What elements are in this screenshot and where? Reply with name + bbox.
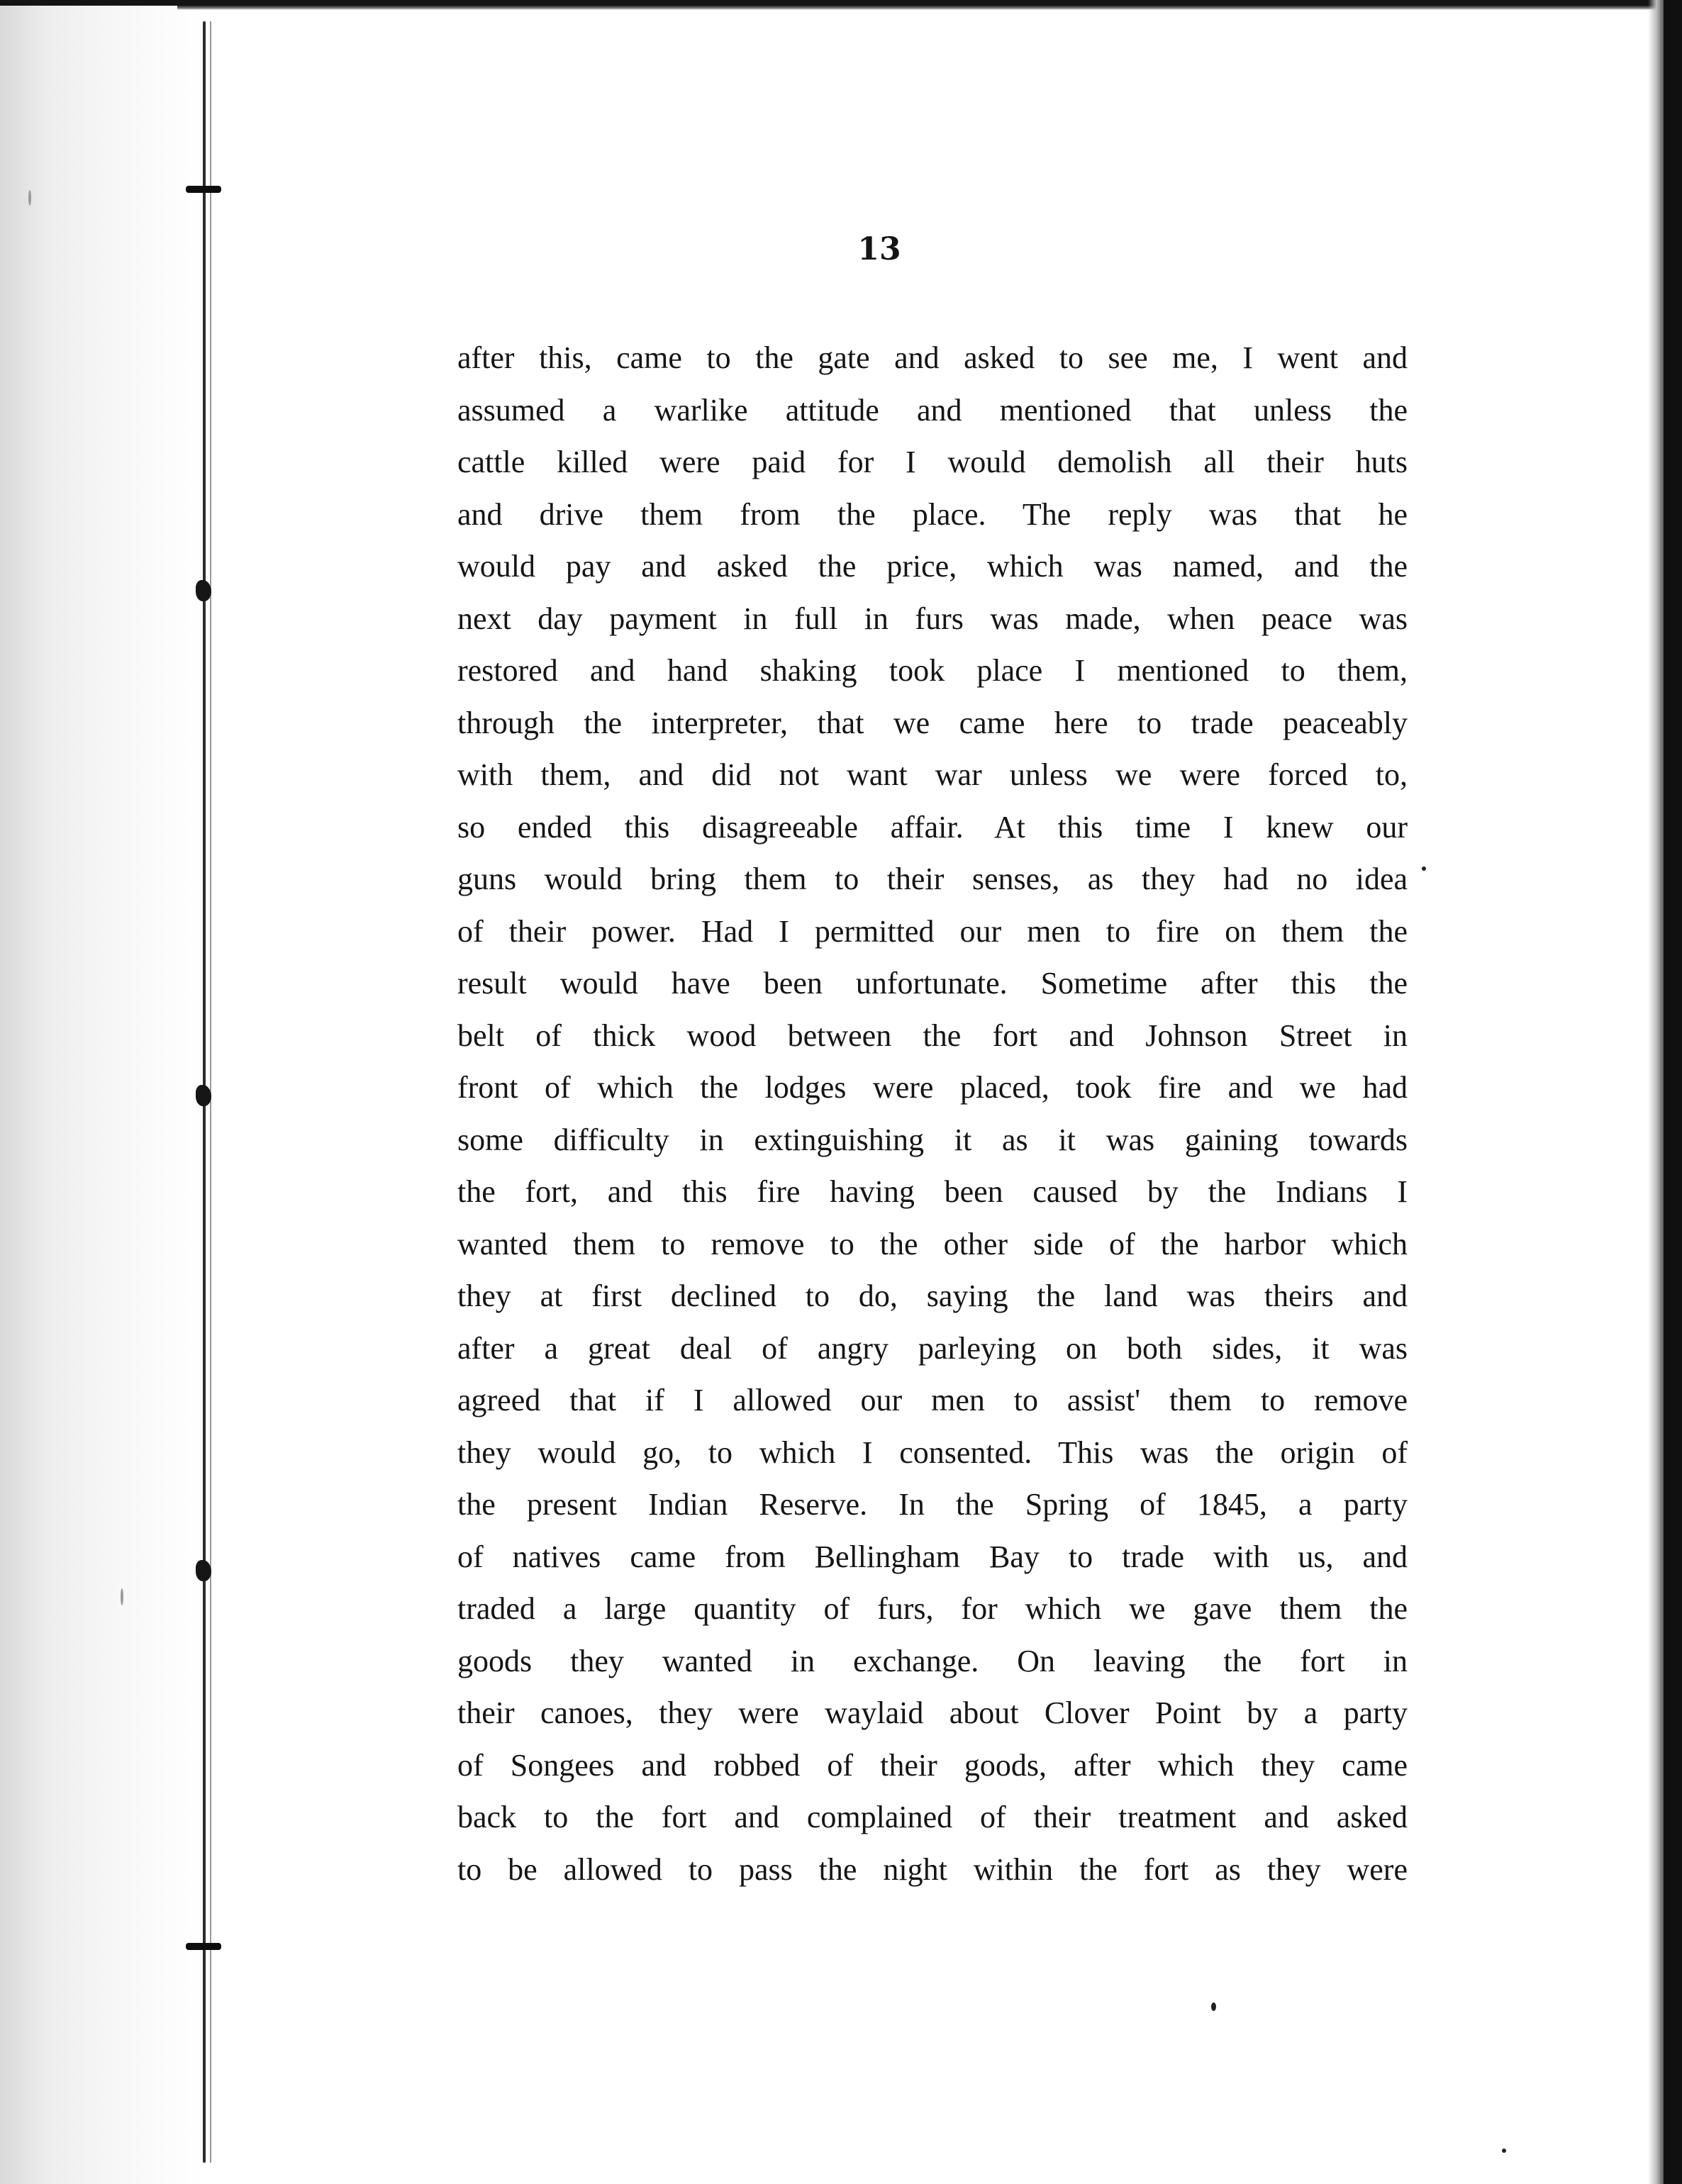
text-line: they at first declined to do, saying the land was theirs and [457,1278,1408,1313]
text-line: some difficulty in extinguishing it as it was gaining towards [457,1122,1408,1157]
scan-top-shadow [177,6,1682,10]
text-line: restored and hand shaking took place I mentioned to them, [457,653,1408,688]
text-line: next day payment in full in furs was made, when peace was [457,601,1408,636]
ink-speck [28,190,31,206]
text-line: so ended this disagreeable affair. At this time I knew our [457,809,1408,845]
text-line: wanted them to remove to the other side of the harbor which [457,1226,1408,1261]
text-line: with them, and did not want war unless we were forced to, [457,757,1408,792]
text-line: after this, came to the gate and asked to see me, I went and [457,340,1408,375]
text-line: of Songees and robbed of their goods, after which they came [457,1747,1408,1783]
binding-stitch [186,1943,221,1950]
ink-speck [1422,867,1426,871]
text-line: belt of thick wood between the fort and Johnson Street in [457,1018,1408,1053]
text-line: the fort, and this fire having been caused by the Indians I [457,1174,1408,1209]
text-line: through the interpreter, that we came here to trade peaceably [457,705,1408,740]
text-line: after a great deal of angry parleying on both sides, it was [457,1330,1408,1366]
binding-stitch [186,186,221,193]
text-line: agreed that if I allowed our men to assist' them to remove [457,1383,1408,1417]
text-line: back to the fort and complained of their treatment and asked [457,1800,1408,1834]
text-line: would pay and asked the price, which was named, and the [457,549,1408,584]
text-line: traded a large quantity of furs, for which we gave them the [457,1591,1408,1626]
text-line: and drive them from the place. The reply was that he [457,496,1408,532]
text-line: the present Indian Reserve. In the Spring of 1845, a party [457,1487,1408,1522]
text-line: goods they wanted in exchange. On leaving the fort in [457,1643,1408,1678]
binding-shadow [0,0,206,2184]
scan-right-shadow [1648,0,1664,2184]
text-line: of natives came from Bellingham Bay to trade with us, and [457,1539,1408,1574]
binding-stitch [196,1560,211,1581]
text-line: to be allowed to pass the night within the fort as they were [457,1851,1408,1887]
text-line: result would have been unfortunate. Sometime after this the [457,966,1408,1001]
text-line: guns would bring them to their senses, as they had no idea [457,862,1408,896]
binding-stitch [196,1085,211,1106]
body-text [457,332,1408,1895]
text-line: they would go, to which I consented. This was the origin of [457,1434,1408,1470]
text-line: assumed a warlike attitude and mentioned that unless the [457,392,1408,428]
ink-speck [121,1588,123,1605]
ink-speck [1211,2002,1216,2011]
binding-stitch [196,580,211,601]
scan-top-border [0,0,1682,6]
ink-speck [1502,2149,1506,2153]
text-line: cattle killed were paid for I would demolish all their huts [457,445,1408,479]
text-line: of their power. Had I permitted our men to fire on them the [457,913,1408,949]
text-line: their canoes, they were waylaid about Clover Point by a party [457,1695,1408,1730]
page-number: 13 [857,231,901,267]
text-line: front of which the lodges were placed, took fire and we had [457,1070,1408,1105]
scan-right-border [1664,0,1682,2184]
